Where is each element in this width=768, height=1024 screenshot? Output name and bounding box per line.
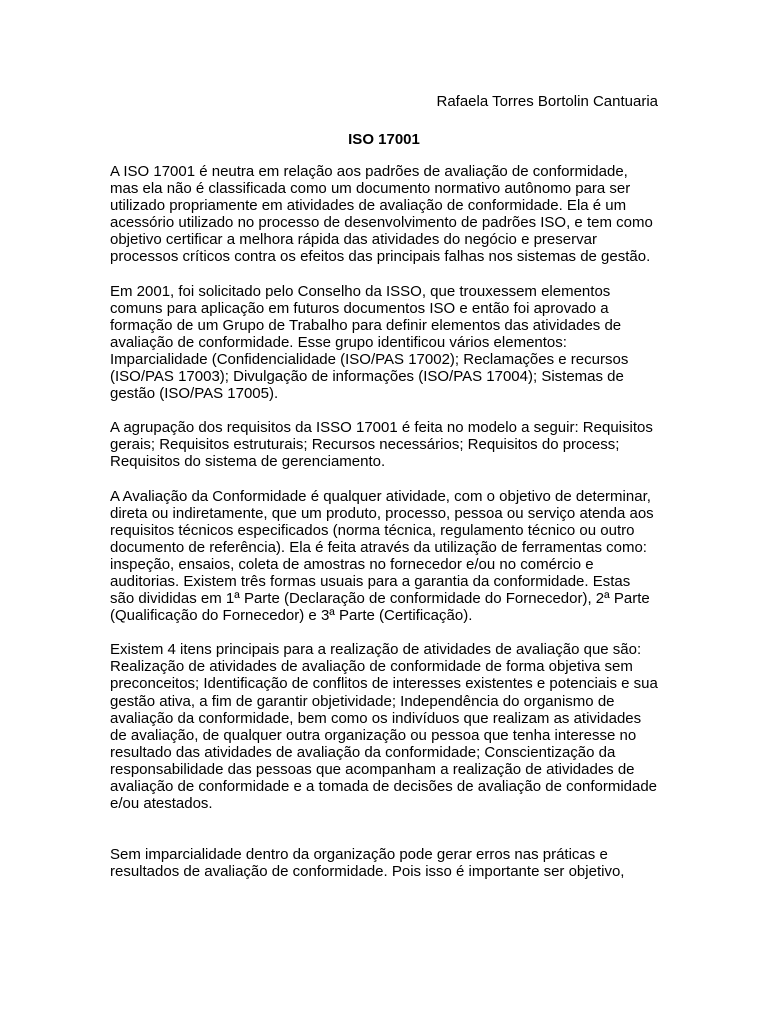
- document-content: [110, 93, 658, 897]
- paragraph-impartiality: Sem imparcialidade dentro da organização pode gerar erros nas práticas e resultados de avaliação de conformidade. Pois isso é importante ser objetivo,: [110, 846, 625, 881]
- paragraph-conformity-assessment: A Avaliação da Conformidade é qualquer atividade, com o objetivo de determinar, direta ou indiretamente, que um produto, processo, pessoa ou serviço atenda aos requisitos técnicos especificados (norma técnica, regulamento técnico ou outro documento de referência). Ela é feita através da utilização de ferramentas como: inspeção, ensaios, coleta de amostras no fornecedor e/ou no comércio e auditorias. Existem três formas usuais para a garantia da conformidade. Estas são divididas em 1ª Parte (Declaração de conformidade do Fornecedor), 2ª Parte (Qualificação do Fornecedor) e 3ª Parte (Certificação).: [110, 487, 654, 625]
- author-name: Rafaela Torres Bortolin Cantuaria: [436, 93, 658, 110]
- paragraph-history: Em 2001, foi solicitado pelo Conselho da ISSO, que trouxessem elementos comuns para aplicação em futuros documentos ISO e então foi aprovado a formação de um Grupo de Trabalho para definir elementos das atividades de avaliação de conformidade. Esse grupo identificou vários elementos: Imparcialidade (Confidencialidade (ISO/PAS 17002); Reclamações e recursos (ISO/PAS 17003); Divulgação de informações (ISO/PAS 17004); Sistemas de gestão (ISO/PAS 17005).: [110, 282, 629, 403]
- paragraph-intro: A ISO 17001 é neutra em relação aos padrões de avaliação de conformidade, mas ela não é classificada como um documento normativo autônomo para ser utilizado propriamente em atividades de avaliação de conformidade. Ela é um acessório utilizado no processo de desenvolvimento de padrões ISO, e tem como objetivo certificar a melhora rápida das atividades do negócio e preservar processos críticos contra os efeitos das principais falhas nos sistemas de gestão.: [110, 163, 653, 266]
- document-title: ISO 17001: [348, 131, 420, 148]
- paragraph-main-items: Existem 4 itens principais para a realização de atividades de avaliação que são: Realização de atividades de avaliação de conformidade de forma objetiva sem preconceitos; Identificação de conflitos de interesses existentes e potenciais e sua gestão ativa, a fim de garantir objetividade; Independência do organismo de avaliação da conformidade, bem como os indivíduos que realizam as atividades de avaliação, de qualquer outra organização ou pessoa que tenha interesse no resultado das atividades de avaliação da conformidade; Conscientização da responsabilidade das pessoas que acompanham a realização de atividades de avaliação de conformidade e a tomada de decisões de avaliação de conformidade e/ou atestados.: [110, 641, 658, 813]
- paragraph-requirements: A agrupação dos requisitos da ISSO 17001 é feita no modelo a seguir: Requisitos gerais; Requisitos estruturais; Recursos necessários; Requisitos do process; Requisitos do sistema de gerenciamento.: [110, 419, 653, 471]
